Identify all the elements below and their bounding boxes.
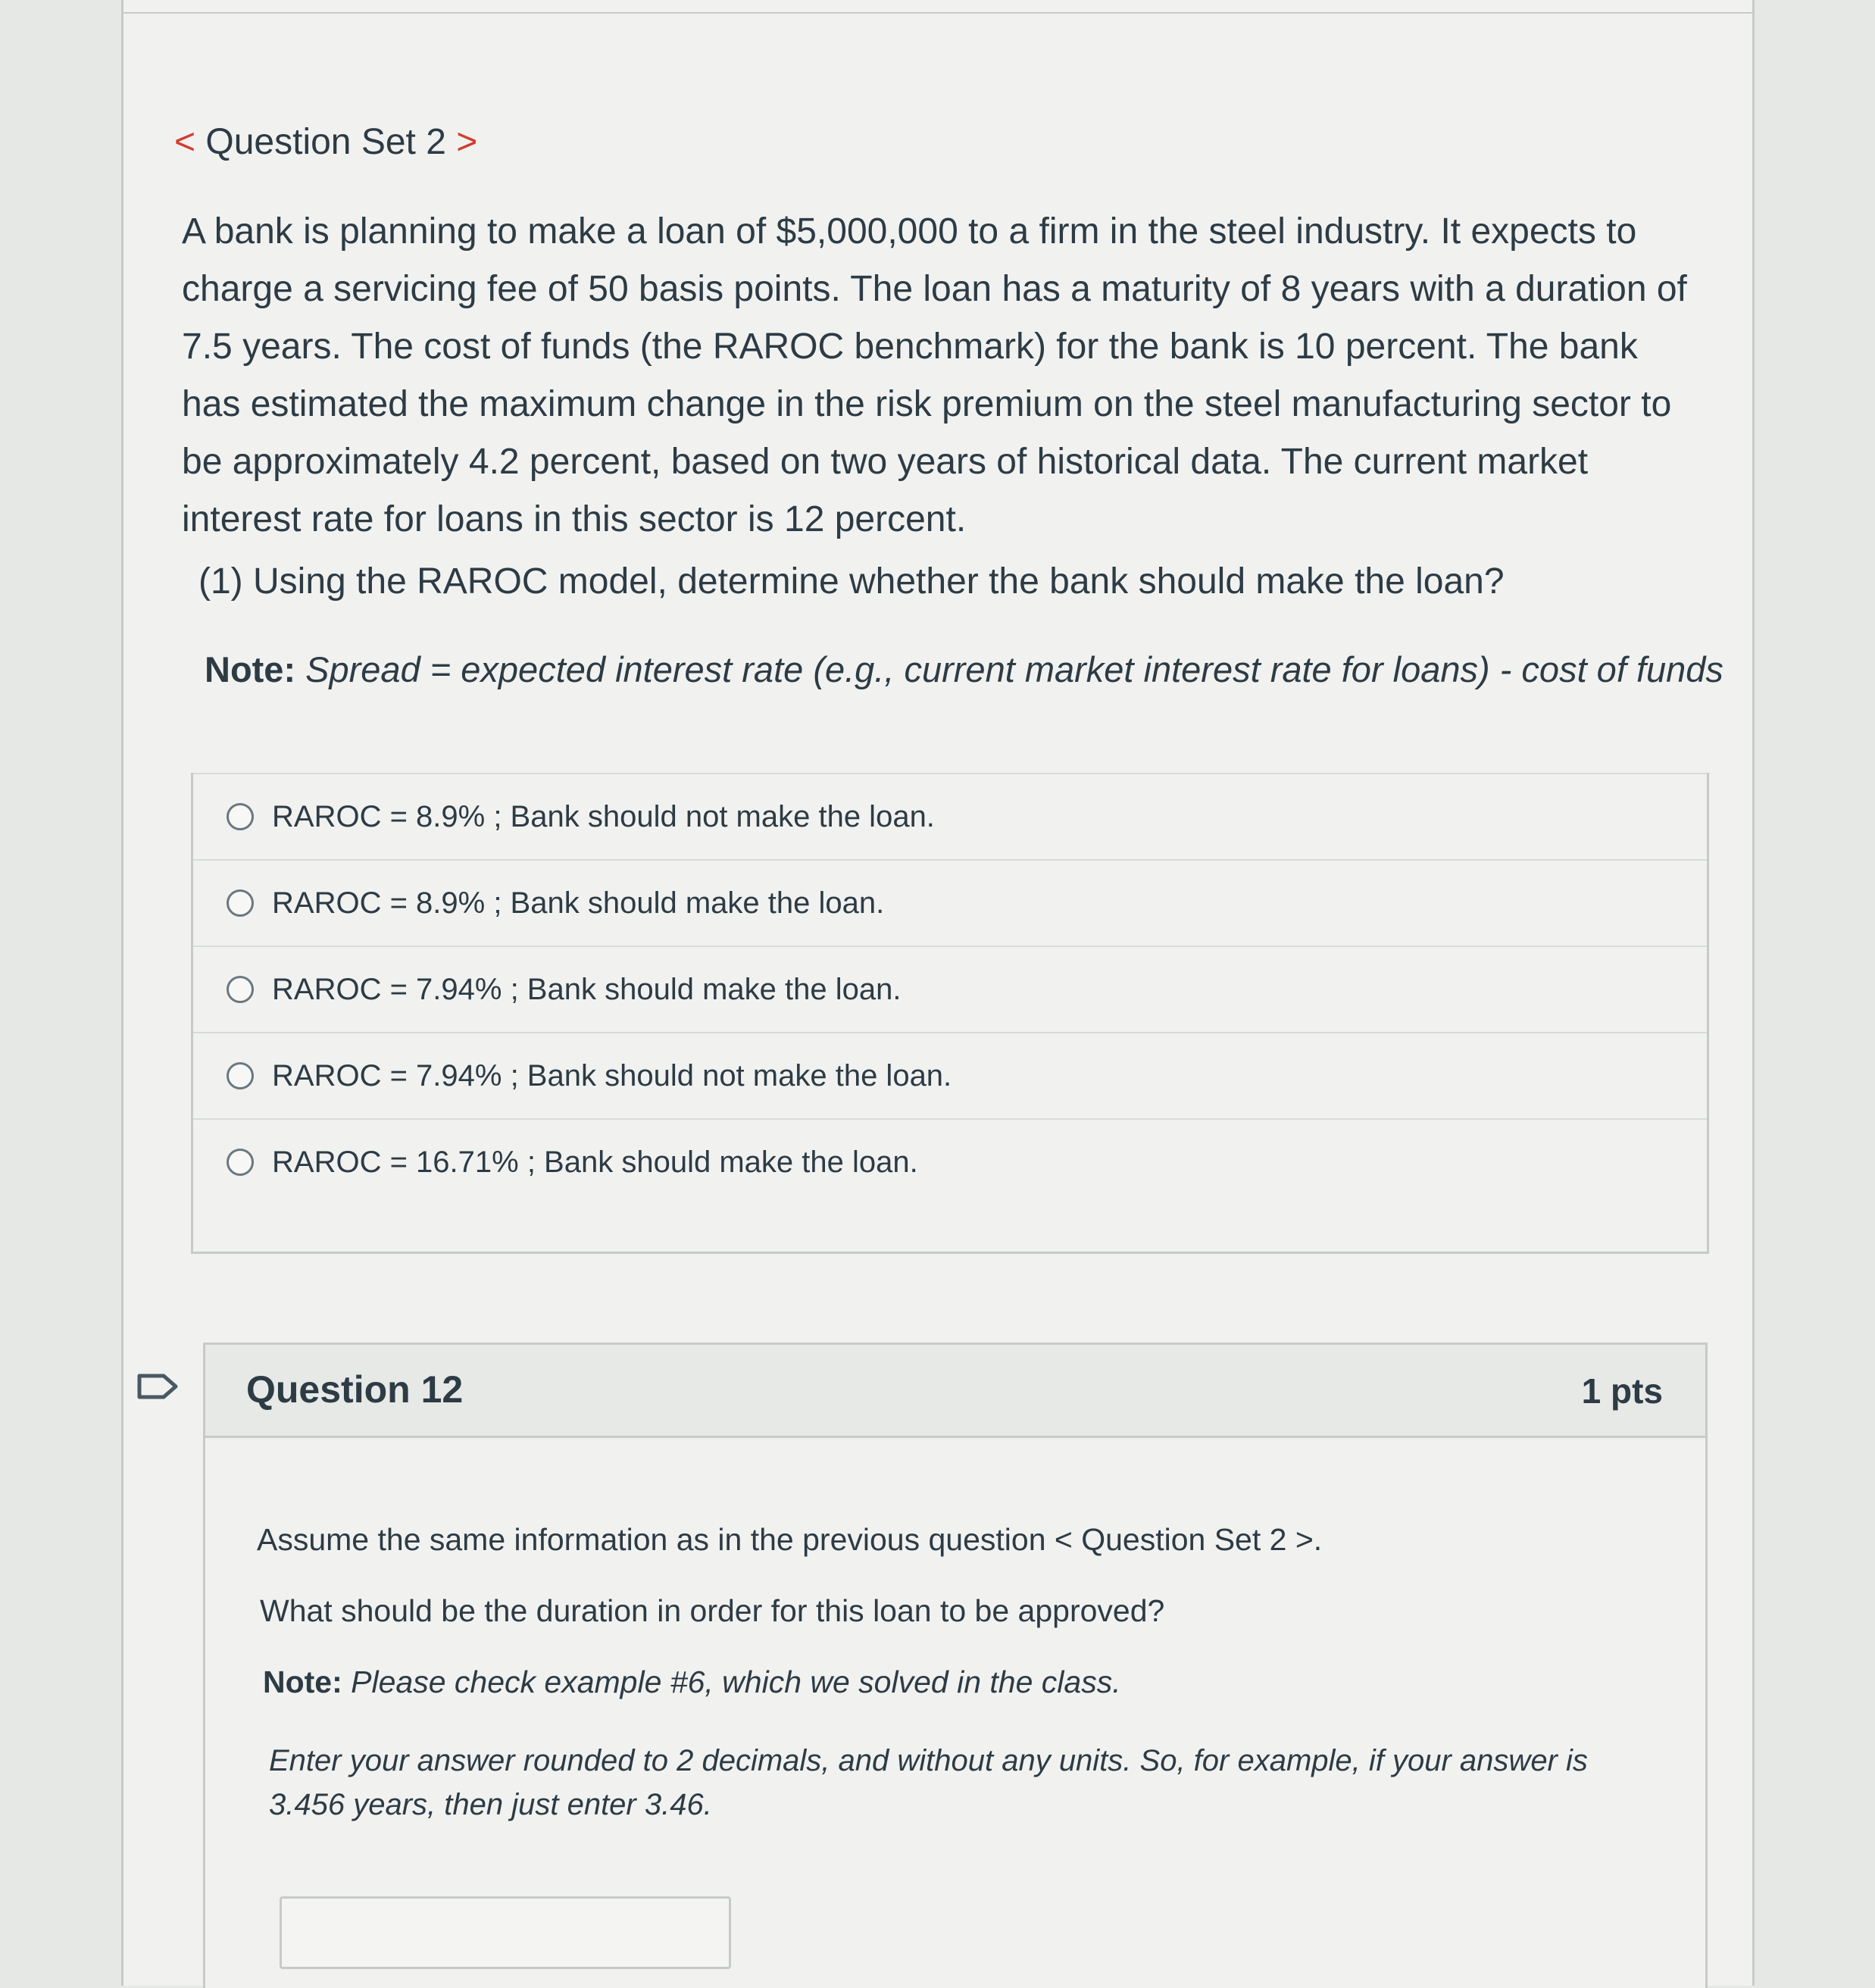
question-set-title xyxy=(174,121,477,163)
question-ask: (1) Using the RAROC model, determine whether the bank should make the loan? xyxy=(198,561,1505,602)
question-stem: A bank is planning to make a loan of $5,000,000 to a firm in the steel industry. It expects to charge a servicing fee of 50 basis points. The loan has a maturity of 8 years with a duration of 7.5 years. The cost of funds (the RAROC benchmark) for the bank is 10 percent. The bank has estimated the maximum change in the risk premium on the steel manufacturing sector to be approximately 4.2 percent, based on two years of historical data. The current market interest rate for loans in this sector is 12 percent. xyxy=(182,211,1687,539)
question-12-ask: What should be the duration in order for this loan to be approved? xyxy=(260,1593,1165,1628)
radio-button[interactable] xyxy=(227,1149,254,1176)
radio-button[interactable] xyxy=(227,976,254,1003)
question-12-title: Question 12 xyxy=(246,1368,464,1411)
answer-option-1[interactable] xyxy=(193,773,1707,859)
answer-option-2[interactable] xyxy=(193,859,1707,946)
question-12-card xyxy=(203,1343,1708,1988)
radio-button[interactable] xyxy=(227,889,254,917)
answer-label: RAROC = 8.9% ; Bank should make the loan. xyxy=(272,886,885,920)
title-suffix: > xyxy=(445,122,478,162)
title-prefix: < xyxy=(174,122,206,162)
answer-input[interactable] xyxy=(280,1896,731,1969)
top-divider xyxy=(121,12,1755,14)
answer-options xyxy=(191,773,1709,1254)
question-points: 1 pts xyxy=(1581,1371,1663,1411)
note-text: Spread = expected interest rate (e.g., current market interest rate for loans) - cost of funds xyxy=(305,649,1723,689)
answer-option-3[interactable] xyxy=(193,946,1707,1032)
spread-note xyxy=(205,649,1723,690)
bookmark-flag-icon[interactable] xyxy=(136,1373,179,1400)
answer-label: RAROC = 16.71% ; Bank should make the loan. xyxy=(272,1145,918,1179)
radio-button[interactable] xyxy=(227,1062,254,1089)
note-label: Note: xyxy=(263,1664,342,1699)
note-text: Please check example #6, which we solved in the class. xyxy=(351,1664,1121,1699)
note-label: Note: xyxy=(205,649,296,689)
answer-option-4[interactable] xyxy=(193,1032,1707,1118)
radio-button[interactable] xyxy=(227,803,254,830)
question-12-header xyxy=(205,1345,1705,1438)
answer-label: RAROC = 7.94% ; Bank should make the loan. xyxy=(272,972,902,1006)
answer-label: RAROC = 8.9% ; Bank should not make the loan. xyxy=(272,799,935,833)
answer-instructions: Enter your answer rounded to 2 decimals, and without any units. So, for example, if your answer is 3.456 years, then just enter 3.46. xyxy=(269,1744,1588,1821)
question-12-note xyxy=(263,1664,1121,1700)
answer-label: RAROC = 7.94% ; Bank should not make the loan. xyxy=(272,1058,952,1092)
title-label: Question Set 2 xyxy=(205,122,446,162)
answer-option-5[interactable] xyxy=(193,1118,1707,1205)
question-12-context: Assume the same information as in the previous question < Question Set 2 >. xyxy=(257,1522,1323,1557)
